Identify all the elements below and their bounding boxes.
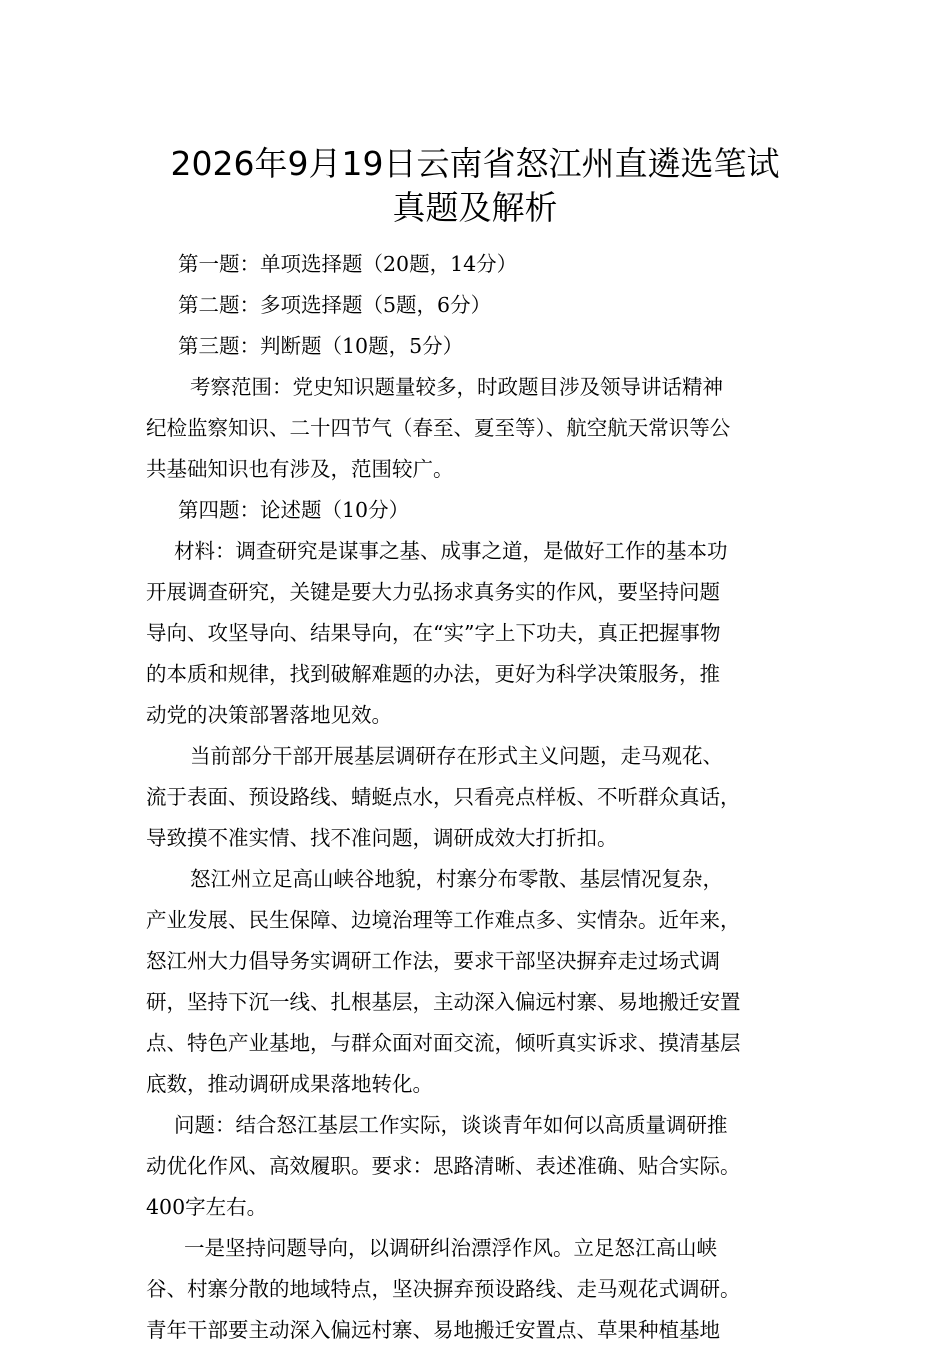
section-3-heading: 第三题：判断题（10题，5分） <box>178 334 464 358</box>
document-title <box>146 142 804 230</box>
question-paragraph-line: 动优化作风、高效履职。要求：思路清晰、表述准确、贴合实际。 <box>146 1154 741 1178</box>
nujiang-paragraph-line: 底数，推动调研成果落地转化。 <box>146 1072 433 1096</box>
nujiang-paragraph-line: 研，坚持下沉一线、扎根基层，主动深入偏远村寨、易地搬迁安置 <box>146 990 741 1014</box>
nujiang-paragraph-line: 产业发展、民生保障、边境治理等工作难点多、实情杂。近年来， <box>146 908 741 932</box>
section-2-heading: 第二题：多项选择题（5题，6分） <box>178 293 492 317</box>
section-4-heading: 第四题：论述题（10分） <box>178 498 410 522</box>
section-1-heading: 第一题：单项选择题（20题，14分） <box>178 252 518 276</box>
material-paragraph-line: 材料：调查研究是谋事之基、成事之道，是做好工作的基本功 <box>174 539 728 563</box>
issue-paragraph-line: 导致摸不准实情、找不准问题，调研成效大打折扣。 <box>146 826 618 850</box>
nujiang-paragraph-line: 怒江州立足高山峡谷地貌，村寨分布零散、基层情况复杂， <box>190 867 723 891</box>
question-paragraph-line: 400字左右。 <box>146 1195 268 1219</box>
issue-paragraph-line: 流于表面、预设路线、蜻蜓点水，只看亮点样板、不听群众真话， <box>146 785 741 809</box>
title-line-2: 真题及解析 <box>392 188 558 227</box>
material-paragraph-line: 动党的决策部署落地见效。 <box>146 703 392 727</box>
scope-paragraph-line: 纪检监察知识、二十四节气（春至、夏至等）、航空航天常识等公 <box>146 416 731 440</box>
material-paragraph-line: 导向、攻坚导向、结果导向，在“实”字上下功夫，真正把握事物 <box>146 621 721 645</box>
scope-paragraph-line: 考察范围：党史知识题量较多，时政题目涉及领导讲话精神 <box>190 375 723 399</box>
scope-paragraph-line: 共基础知识也有涉及，范围较广。 <box>146 457 454 481</box>
nujiang-paragraph-line: 怒江州大力倡导务实调研工作法，要求干部坚决摒弃走过场式调 <box>146 949 720 973</box>
material-paragraph-line: 开展调查研究，关键是要大力弘扬求真务实的作风，要坚持问题 <box>146 580 720 604</box>
answer-paragraph-line: 谷、村寨分散的地域特点，坚决摒弃预设路线、走马观花式调研。 <box>146 1277 741 1301</box>
title-line-1: 2026年9月19日云南省怒江州直遴选笔试 <box>170 144 780 183</box>
material-paragraph-line: 的本质和规律，找到破解难题的办法，更好为科学决策服务，推 <box>146 662 720 686</box>
answer-paragraph-line: 青年干部要主动深入偏远村寨、易地搬迁安置点、草果种植基地 <box>146 1318 720 1342</box>
issue-paragraph-line: 当前部分干部开展基层调研存在形式主义问题，走马观花、 <box>190 744 723 768</box>
question-paragraph-line: 问题：结合怒江基层工作实际，谈谈青年如何以高质量调研推 <box>174 1113 728 1137</box>
answer-paragraph-line: 一是坚持问题导向，以调研纠治漂浮作风。立足怒江高山峡 <box>184 1236 717 1260</box>
nujiang-paragraph-line: 点、特色产业基地，与群众面对面交流，倾听真实诉求、摸清基层 <box>146 1031 741 1055</box>
